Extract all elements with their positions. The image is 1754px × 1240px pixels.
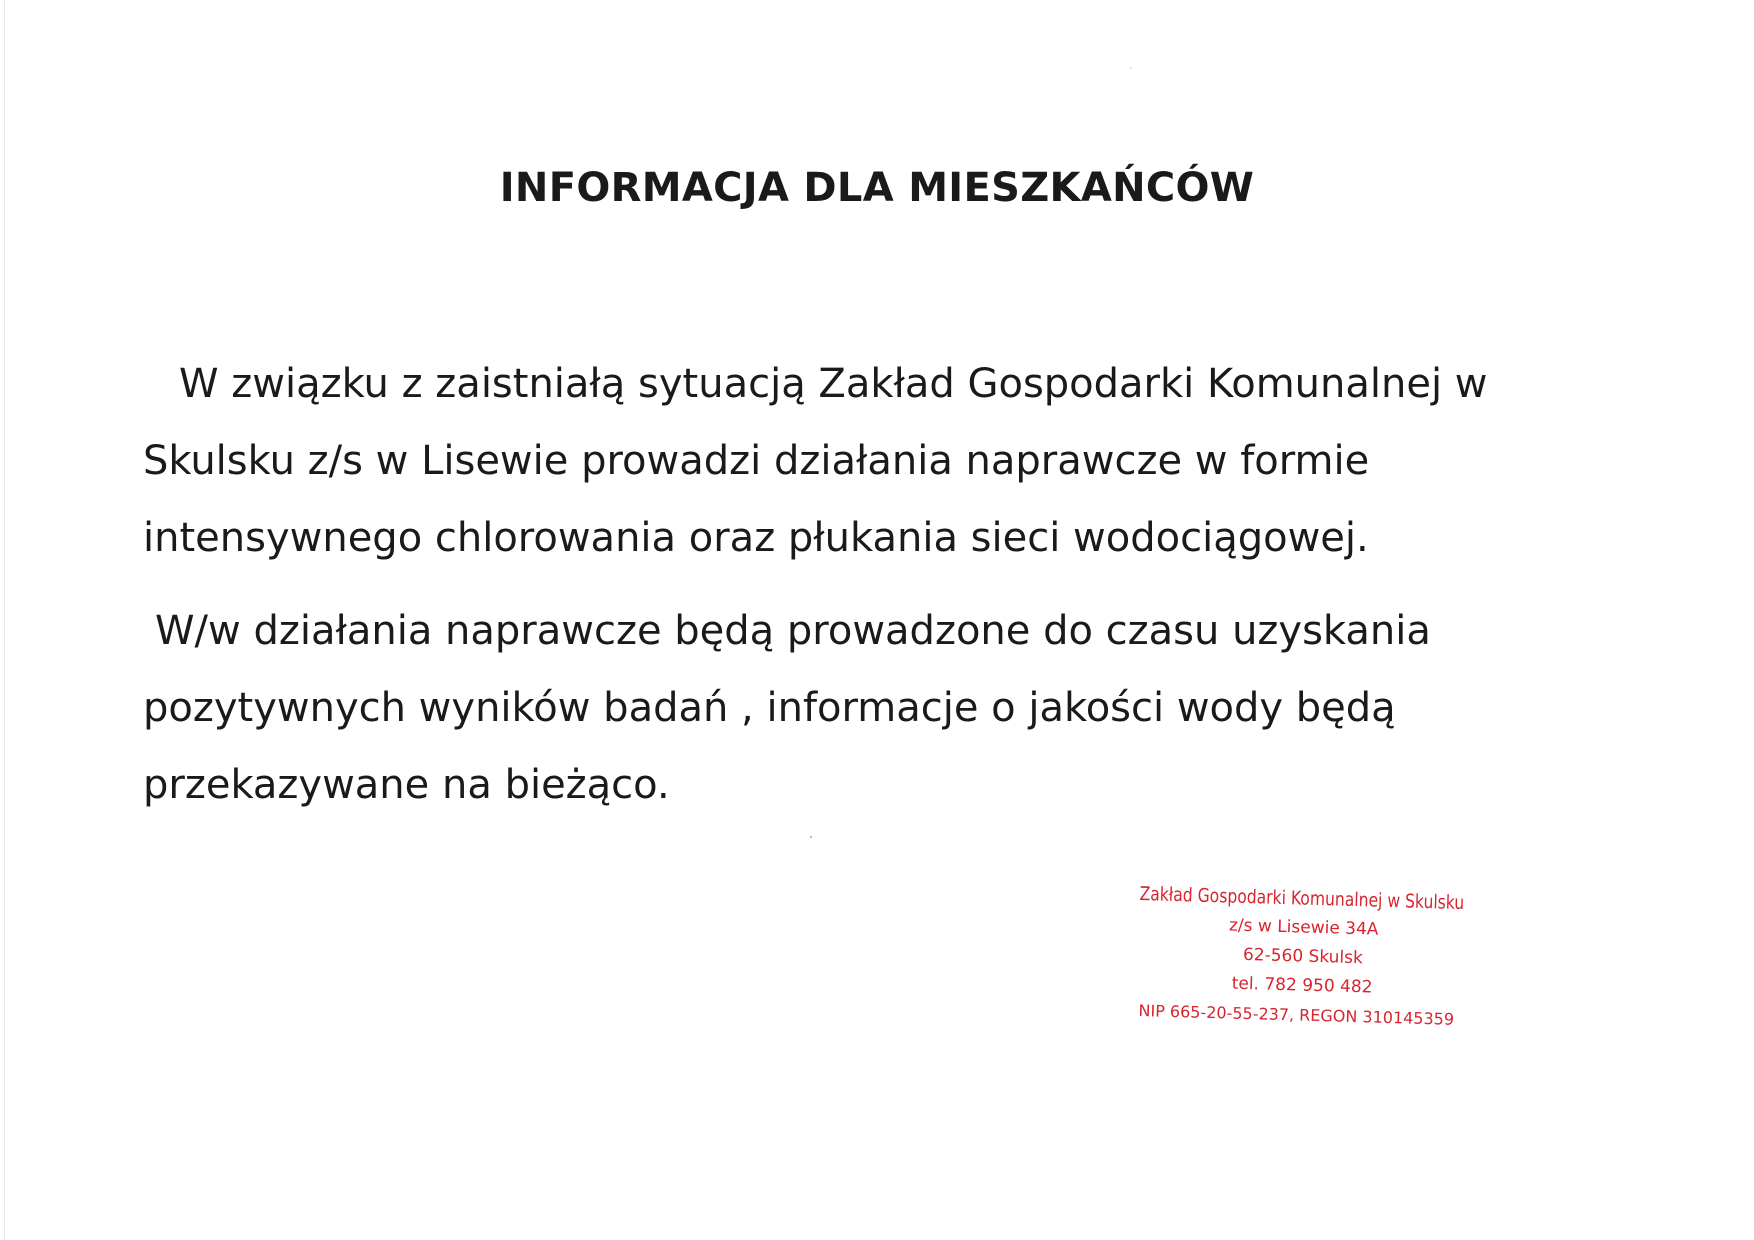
paragraph-2-line-3: przekazywane na bieżąco. bbox=[143, 762, 670, 808]
paragraph-2-line-1: W/w działania naprawcze będą prowadzone do czasu uzyskania bbox=[155, 608, 1431, 654]
stamp-tax-ids: NIP 665-20-55-237, REGON 310145359 bbox=[1138, 1001, 1455, 1029]
paragraph-2-line-2: pozytywnych wyników badań , informacje o jakości wody będą bbox=[143, 685, 1396, 731]
paragraph-1-line-2: Skulsku z/s w Lisewie prowadzi działania naprawcze w formie bbox=[143, 438, 1370, 484]
stamp-postal-code: 62-560 Skulsk bbox=[1242, 944, 1364, 969]
company-stamp bbox=[1136, 880, 1520, 1036]
paragraph-1-line-1: W związku z zaistniałą sytuacją Zakład Gospodarki Komunalnej w bbox=[179, 361, 1488, 407]
scan-speck bbox=[1130, 67, 1132, 69]
document-title: INFORMACJA DLA MIESZKAŃCÓW bbox=[499, 165, 1255, 211]
paragraph-2 bbox=[143, 593, 1623, 824]
stamp-phone: tel. 782 950 482 bbox=[1231, 973, 1373, 998]
stamp-company-name: Zakład Gospodarki Komunalnej w Skulsku bbox=[1139, 882, 1465, 915]
paragraph-1-line-3: intensywnego chlorowania oraz płukania sieci wodociągowej. bbox=[143, 515, 1369, 561]
stamp-address: z/s w Lisewie 34A bbox=[1228, 915, 1379, 940]
scan-speck bbox=[810, 836, 812, 838]
paragraph-1 bbox=[143, 346, 1623, 577]
